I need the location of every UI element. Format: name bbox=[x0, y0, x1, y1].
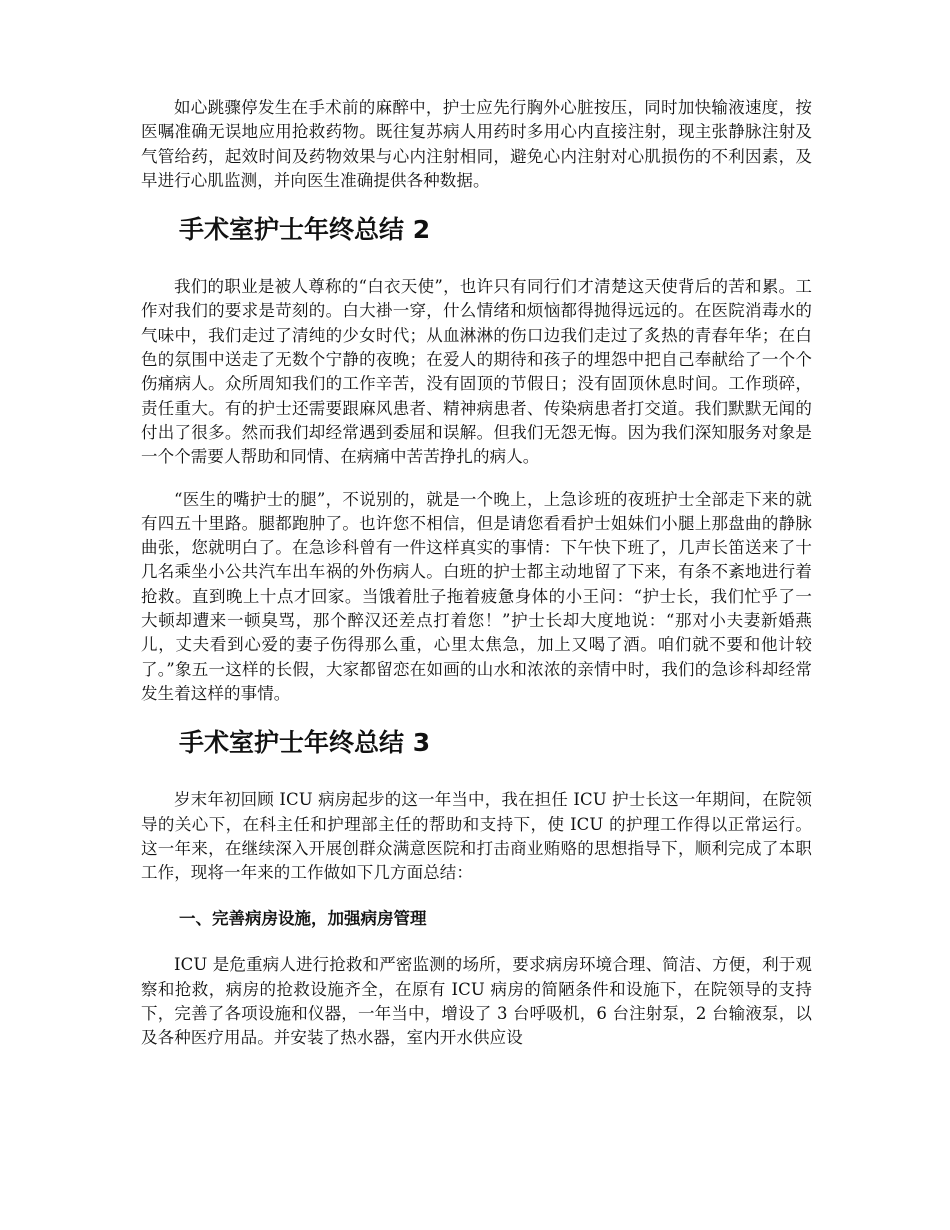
document-body bbox=[141, 96, 812, 1051]
subheading-facilities: 一、完善病房设施，加强病房管理 bbox=[179, 909, 427, 929]
paragraph-cardiac-arrest: 如心跳骤停发生在手术前的麻醉中，护士应先行胸外心脏按压，同时加快输液速度，按医嘱准确无误地应用抢救药物。既往复苏病人用药时多用心内直接注射，现主张静脉注射及气管给药，起效时间及药物效果与心内注射相同，避免心内注射对心肌损伤的不利因素，及早进行心肌监测，并向医生准确提供各种数据。 bbox=[141, 98, 812, 190]
paragraph-doctor-nurse: “医生的嘴护士的腿”，不说别的，就是一个晚上，上急诊班的夜班护士全部走下来的就有四五十里路。腿都跑肿了。也许您不相信，但是请您看看护士姐妹们小腿上那盘曲的静脉曲张，您就明白了。在急诊科曾有一件这样真实的事情：下午快下班了，几声长笛送来了十几名乘坐小公共汽车出车祸的外伤病人。白班的护士都主动地留了下来，有条不紊地进行着抢救。直到晚上十点才回家。当饿着肚子拖着疲惫身体的小王问：“护士长，我们忙乎了一大顿却遭来一顿臭骂，那个醉汉还差点打着您！”护士长却大度地说：“那对小夫妻新婚燕儿，丈夫看到心爱的妻子伤得那么重，心里太焦急，加上又喝了酒。咱们就不要和他计较了。”象五一这样的长假，大家都留恋在如画的山水和浓浓的亲情中时，我们的急诊科却经常发生着这样的事情。 bbox=[141, 489, 812, 703]
paragraph-icu-review: 岁末年初回顾 ICU 病房起步的这一年当中，我在担任 ICU 护士长这一年期间，在院领导的关心下，在科主任和护理部主任的帮助和支持下，使 ICU 的护理工作得以正常运行。这一年来，在继续深入开展创群众满意医院和打击商业贿赂的思想指导下，顺利完成了本职工作，现将一年来的工作做如下几方面总结： bbox=[141, 790, 812, 883]
section-heading-3: 手术室护士年终总结 3 bbox=[179, 728, 431, 758]
paragraph-icu-facilities: ICU 是危重病人进行抢救和严密监测的场所，要求病房环境合理、简洁、方便，利于观察和抢救，病房的抢救设施齐全，在原有 ICU 病房的简陋条件和设施下，在院领导的支持下，完善了各项设施和仪器，一年当中，增设了 3 台呼吸机，6 台注射泵，2 台输液泵，以及各种医疗用品。并安装了热水器，室内开水供应设 bbox=[141, 955, 812, 1048]
paragraph-white-angel: 我们的职业是被人尊称的“白衣天使”，也许只有同行们才清楚这天使背后的苦和累。工作对我们的要求是苛刻的。白大褂一穿，什么情绪和烦恼都得抛得远远的。在医院消毒水的气味中，我们走过了清纯的少女时代；从血淋淋的伤口边我们走过了炙热的青春年华；在白色的氛围中送走了无数个宁静的夜晚；在爱人的期待和孩子的埋怨中把自己奉献给了一个个伤痛病人。众所周知我们的工作辛苦，没有固顶的节假日；没有固顶休息时间。工作琐碎，责任重大。有的护士还需要跟麻风患者、精神病患者、传染病患者打交道。我们默默无闻的付出了很多。然而我们却经常遇到委屈和误解。但我们无怨无悔。因为我们深知服务对象是一个个需要人帮助和同情、在病痛中苦苦挣扎的病人。 bbox=[141, 277, 812, 467]
section-heading-2: 手术室护士年终总结 2 bbox=[179, 215, 431, 245]
